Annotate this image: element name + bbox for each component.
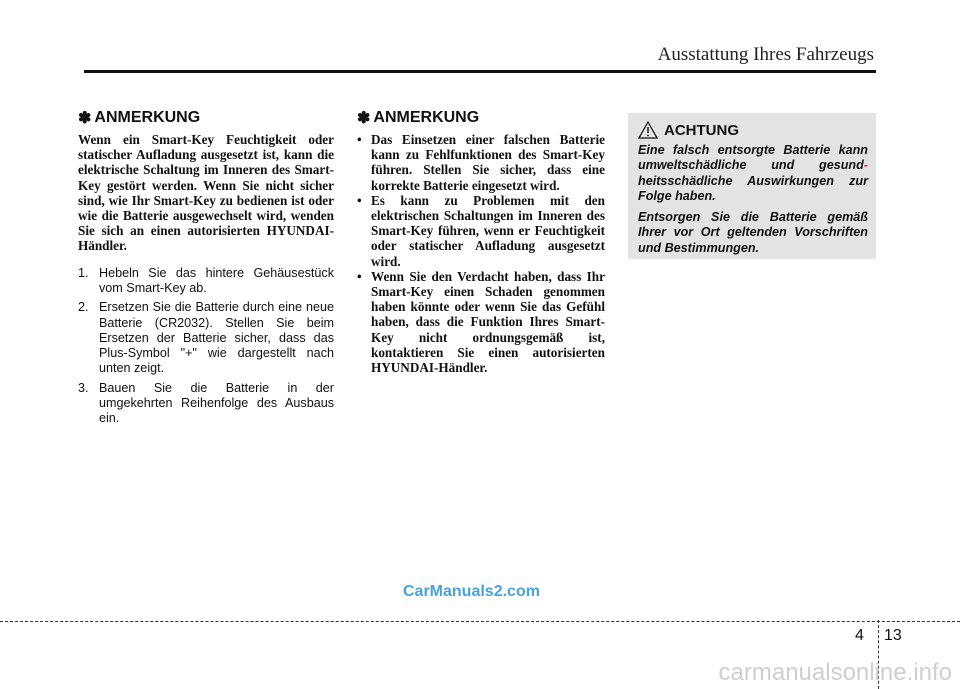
- bullet-icon: •: [357, 268, 362, 284]
- hyphen-mark: -: [863, 158, 868, 173]
- caution-heading: [638, 121, 868, 139]
- right-note-column: [357, 108, 605, 375]
- bullet-text: Das Einsetzen einer falschen Batterie kann zu Fehlfunktionen des Smart-Key führen. Stellen Sie sicher, dass eine korrekte Batterie eingesetzt wird.: [371, 132, 605, 193]
- footer-divider: [0, 621, 960, 622]
- right-note-heading: [357, 108, 605, 128]
- right-note-title: ANMERKUNG: [373, 109, 480, 126]
- step-number: 2.: [78, 300, 89, 315]
- bullet-item: [357, 193, 605, 269]
- step-text: Hebeln Sie das hintere Gehäusestück vom Smart-Key ab.: [99, 265, 334, 295]
- left-note-intro: Wenn ein Smart-Key Feuchtigkeit oder statischer Aufladung ausgesetzt ist, kann die elektrische Schaltung im Inneren des Smart-Key gestört werden. Wenn Sie nicht sicher sind, wie Ihr Smart-Key zu bedienen ist oder wie die Batterie ausgewechselt wird, wenden Sie sich an einen autorisierten HYUNDAI-Händler.: [78, 132, 334, 254]
- step-text: Ersetzen Sie die Batterie durch eine neue Batterie (CR2032). Stellen Sie beim Ersetzen der Batterie sicher, dass das Plus-Symbol "+" wie dargestellt nach unten zeigt.: [99, 300, 334, 376]
- warning-triangle-icon: [638, 121, 658, 139]
- bullet-text: Es kann zu Problemen mit den elektrischen Schaltungen im Inneren des Smart-Key führen, wenn er Feuchtigkeit oder statischer Aufladung ausgesetzt wird.: [371, 192, 605, 269]
- watermark-link[interactable]: CarManuals2.com: [403, 583, 540, 600]
- step-item: [78, 266, 334, 297]
- bullet-item: [357, 269, 605, 375]
- step-item: [78, 300, 334, 376]
- bullet-icon: •: [357, 132, 362, 147]
- caution-text-a: Eine falsch entsorgte Batterie kann umweltschädliche und gesund: [638, 143, 868, 173]
- asterisk-icon: ✽: [357, 110, 371, 127]
- caution-paragraph-2: Entsorgen Sie die Batterie gemäß Ihrer vor Ort geltenden Vorschriften und Bestimmungen.: [638, 210, 868, 255]
- step-number: 3.: [78, 380, 89, 395]
- header-rule: [84, 70, 876, 73]
- step-item: [78, 381, 334, 427]
- left-note-column: [78, 108, 334, 431]
- site-watermark: carmanualsonline.info: [718, 659, 952, 686]
- step-number: 1.: [78, 265, 89, 280]
- steps-list: [78, 266, 334, 427]
- caution-paragraph-1: [638, 143, 868, 204]
- asterisk-icon: ✽: [78, 110, 92, 127]
- caution-text-b: heitsschädliche Auswirkungen zur Folge haben.: [638, 173, 868, 203]
- left-note-heading: [78, 108, 334, 128]
- header-title: Ausstattung Ihres Fahrzeugs: [657, 44, 874, 65]
- caution-box: [628, 113, 876, 259]
- bullet-text: Wenn Sie den Verdacht haben, dass Ihr Smart-Key einen Schaden genommen haben könnte oder wenn Sie das Gefühl haben, dass die Funktion Ihres Smart-Key nicht ordnungsgemäß ist, kontaktieren Sie einen autorisierten HYUNDAI-Händler.: [371, 268, 605, 376]
- bullet-icon: •: [357, 192, 362, 208]
- step-text: Bauen Sie die Batterie in der umgekehrten Reihenfolge des Ausbaus ein.: [99, 380, 334, 426]
- chapter-number: 4: [855, 627, 864, 644]
- left-note-title: ANMERKUNG: [94, 109, 201, 126]
- bullet-item: [357, 132, 605, 193]
- page-number: 13: [884, 627, 902, 644]
- caution-title: ACHTUNG: [664, 121, 739, 139]
